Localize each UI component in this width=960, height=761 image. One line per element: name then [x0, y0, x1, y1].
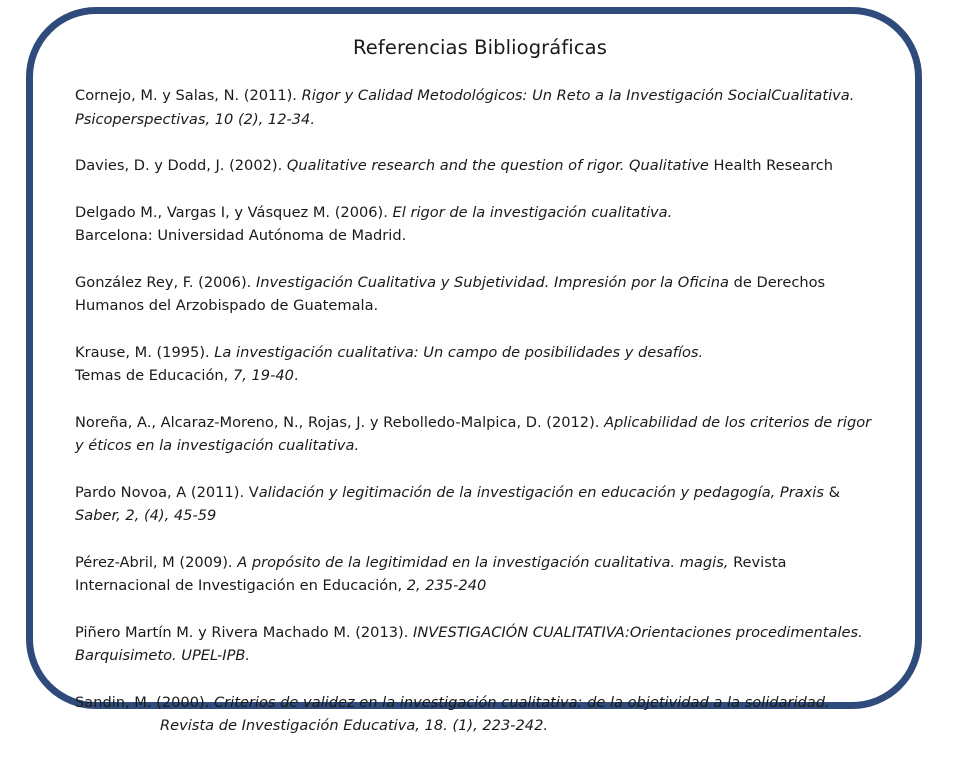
ref-text: González Rey, F. (2006).	[75, 273, 256, 291]
ref-italic: Rigor y Calidad Metodológicos: Un Reto a la Investigación SocialCualitativa.	[301, 87, 855, 104]
ref-italic: 2, 235-240	[406, 577, 487, 594]
reference-gonzalez	[75, 271, 915, 318]
ref-italic: Saber, 2, (4), 45-59	[75, 507, 217, 524]
ref-text: Noreña, A., Alcaraz-Moreno, N., Rojas, J. y Rebolledo-Malpica, D. (2012).	[75, 413, 605, 431]
ref-text: Humanos del Arzobispado de Guatemala.	[75, 297, 379, 314]
ref-italic: El rigor de la investigación cualitativa.	[392, 203, 673, 221]
ref-italic: alidación y legitimación de la investigación en educación y pedagogía, Praxis	[258, 483, 824, 501]
ref-text: Health Research	[708, 157, 834, 174]
ref-italic: Qualitative research and the question of rigor. Qualitative	[286, 157, 709, 174]
ref-italic: 7, 19-40	[232, 367, 294, 384]
reference-pardo	[75, 481, 915, 528]
ref-italic: INVESTIGACIÓN CUALITATIVA:Orientaciones procedimentales.	[413, 623, 863, 641]
reference-sandin	[75, 691, 915, 738]
ref-text: Davies, D. y Dodd, J. (2002).	[75, 157, 287, 174]
ref-text: Piñero Martín M. y Rivera Machado M. (2013).	[75, 623, 414, 641]
ref-text: Internacional de Investigación en Educación,	[75, 577, 407, 594]
ref-italic: Aplicabilidad de los criterios de rigor	[604, 413, 872, 431]
ref-text: &	[823, 483, 840, 501]
ref-text: .	[293, 367, 299, 384]
ref-text: Delgado M., Vargas I, y Vásquez M. (2006).	[75, 203, 393, 221]
ref-italic: Investigación Cualitativa y Subjetividad. Impresión por la Oficina	[255, 273, 729, 291]
reference-cornejo	[75, 84, 915, 131]
ref-text: Barcelona: Universidad Autónoma de Madrid.	[75, 227, 407, 244]
ref-italic: Revista de Investigación Educativa, 18. (1), 223-242.	[160, 717, 548, 734]
ref-italic: Psicoperspectivas, 10 (2), 12-34.	[75, 110, 315, 128]
ref-text: Pérez-Abril, M (2009).	[75, 553, 238, 571]
reference-norena	[75, 411, 915, 458]
reference-list	[75, 84, 915, 761]
ref-text: Sandin, M. (2000).	[75, 693, 214, 711]
reference-perez	[75, 551, 915, 598]
ref-italic: Barquisimeto. UPEL-IPB.	[75, 647, 251, 664]
ref-text: de Derechos	[728, 273, 826, 291]
reference-krause	[75, 341, 915, 388]
ref-text: Krause, M. (1995).	[75, 343, 215, 361]
ref-italic: Criterios de validez en la investigación cualitativa: de la objetividad a la solidaridad.	[213, 693, 830, 711]
reference-pinero	[75, 621, 915, 668]
ref-italic: y éticos en la investigación cualitativa.	[75, 437, 360, 454]
ref-text: Temas de Educación,	[75, 367, 233, 384]
ref-text: Revista	[728, 553, 787, 571]
page-title: Referencias Bibliográficas	[353, 36, 607, 59]
ref-italic: A propósito de la legitimidad en la investigación cualitativa. magis,	[237, 553, 729, 571]
ref-text: Cornejo, M. y Salas, N. (2011).	[75, 87, 302, 104]
reference-davies	[75, 154, 915, 178]
ref-italic: La investigación cualitativa: Un campo de posibilidades y desafíos.	[214, 343, 704, 361]
reference-delgado	[75, 201, 915, 248]
ref-text: Pardo Novoa, A (2011). V	[75, 483, 259, 501]
